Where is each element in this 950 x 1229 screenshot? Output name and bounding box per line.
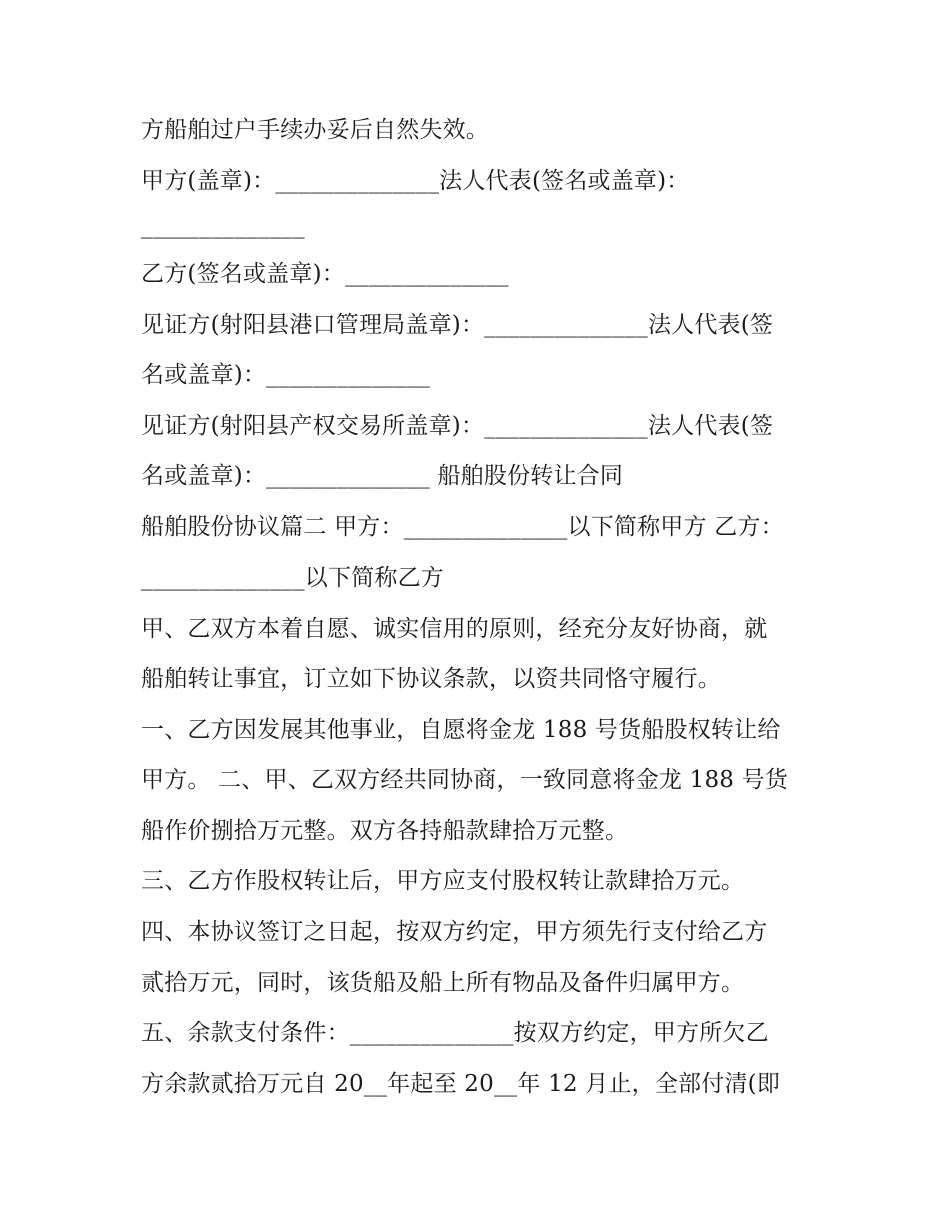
text-line: 方余款贰拾万元自 20__年起至 20__年 12 月止，全部付清(即 bbox=[141, 1071, 781, 1097]
text-line: 乙方(签名或盖章)：______________ bbox=[141, 261, 509, 287]
text-line: 船舶股份协议篇二 甲方：______________以下简称甲方 乙方： bbox=[141, 514, 784, 540]
text-line: 见证方(射阳县港口管理局盖章)：______________法人代表(签 bbox=[141, 312, 774, 338]
text-line: ______________以下简称乙方 bbox=[141, 565, 444, 591]
text-line: 船舶转让事宜，订立如下协议条款，以资共同恪守履行。 bbox=[141, 666, 721, 692]
text-line: 甲方。 二、甲、乙双方经共同协商，一致同意将金龙 188 号货 bbox=[141, 767, 789, 793]
text-line: 贰拾万元，同时，该货船及船上所有物品及备件归属甲方。 bbox=[141, 970, 745, 996]
text-line: 一、乙方因发展其他事业，自愿将金龙 188 号货船股权转让给 bbox=[141, 717, 781, 743]
text-line: 甲方(盖章)：______________法人代表(签名或盖章)： bbox=[141, 168, 690, 194]
text-line: 甲、乙双方本着自愿、诚实信用的原则，经充分友好协商，就 bbox=[141, 616, 768, 642]
text-line: 名或盖章)：______________ bbox=[141, 362, 430, 388]
text-line: 船作价捌拾万元整。双方各持船款肆拾万元整。 bbox=[141, 818, 629, 844]
text-line: 名或盖章)：______________ 船舶股份转让合同 bbox=[141, 463, 624, 489]
text-line: 五、余款支付条件：______________按双方约定，甲方所欠乙 bbox=[141, 1020, 769, 1046]
text-line: ______________ bbox=[141, 213, 305, 239]
text-line: 三、乙方作股权转让后，甲方应支付股权转让款肆拾万元。 bbox=[141, 868, 745, 894]
text-line: 四、本协议签订之日起，按双方约定，甲方须先行支付给乙方 bbox=[141, 919, 768, 945]
text-line: 见证方(射阳县产权交易所盖章)：______________法人代表(签 bbox=[141, 413, 774, 439]
text-line: 方船舶过户手续办妥后自然失效。 bbox=[141, 117, 489, 143]
